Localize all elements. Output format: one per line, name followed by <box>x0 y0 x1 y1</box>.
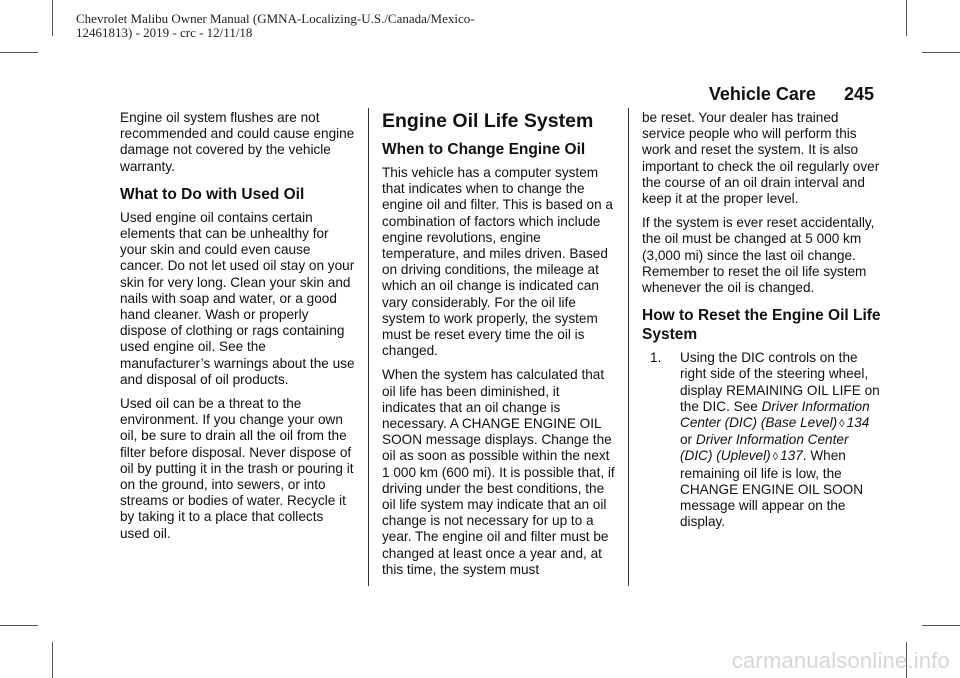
page-reference[interactable]: 134 <box>846 415 870 431</box>
paragraph: be reset. Your dealer has trained service people who will perform this work and reset the system. It is also important to check the oil regularly over the course of an oil drain interval and keep it at the proper level. <box>642 110 880 207</box>
step-text-part: Using the DIC controls on the right side of the steering wheel, display REMAINING OIL LIFE on the DIC. See <box>680 350 880 414</box>
heading-when-to-change: When to Change Engine Oil <box>382 141 586 158</box>
crop-mark <box>52 642 53 678</box>
cross-reference-link[interactable]: Driver Information Center (DIC) (Base Level) <box>680 398 870 431</box>
column-2 <box>382 110 616 586</box>
page-reference-icon: ◊ <box>772 451 779 464</box>
column-divider <box>628 108 629 586</box>
page-number: 245 <box>843 84 874 104</box>
running-header <box>76 12 475 40</box>
paragraph: Engine oil system flushes are not recommended and could cause engine damage not covered by the vehicle warranty. <box>120 110 355 174</box>
heading-how-to-reset: How to Reset the Engine Oil Life System <box>642 307 881 344</box>
paragraph: If the system is ever reset accidentally, the oil must be changed at 5 000 km (3,000 mi) since the last oil change. Remember to reset the oil life system whenever the oil is changed. <box>642 215 875 296</box>
step-text-part: or <box>680 432 693 448</box>
section-title: Vehicle Care <box>708 84 816 104</box>
paragraph: Used oil can be a threat to the environment. If you change your own oil, be sure to drain all the oil from the filter before disposal. Never dispose of oil by putting it in the trash or pouring it on the ground, into sewers, or into streams or bodies of water. Recycle it by taking it to a place that collects used oil. <box>120 396 354 541</box>
crop-mark <box>922 625 960 626</box>
paragraph: This vehicle has a computer system that indicates when to change the engine oil and filter. This is based on a combination of factors which include engine revolutions, engine temperature, and miles driven. Based on driving conditions, the mileage at which an oil change is indicated can vary considerably. For the oil life system to work properly, the system must be reset every time the oil is changed. <box>382 165 613 359</box>
running-header-line1: Chevrolet Malibu Owner Manual (GMNA-Localizing-U.S./Canada/Mexico- <box>76 11 475 26</box>
crop-mark <box>0 625 38 626</box>
crop-mark <box>906 0 907 36</box>
crop-mark <box>922 52 960 53</box>
paragraph: When the system has calculated that oil life has been diminished, it indicates that an oil change is necessary. A CHANGE ENGINE OIL SOON message displays. Change the oil as soon as possible within the next 1 000 km (600 mi). It is possible that, if driving under the best conditions, the oil life system may indicate that an oil change is not necessary for up to a year. The engine oil and filter must be changed at least once a year and, at this time, the system must <box>382 367 615 577</box>
page-reference-icon: ◊ <box>839 418 845 431</box>
step-number: 1. <box>650 350 662 366</box>
column-1 <box>120 110 356 550</box>
column-divider <box>368 108 369 586</box>
step-text-part: . When remaining oil life is low, the CHANGE ENGINE OIL SOON message will appear on the display. <box>680 448 864 530</box>
step-text <box>680 350 882 530</box>
list-item <box>642 350 882 530</box>
watermark: carmanualsonline.info <box>731 648 950 673</box>
running-header-line2: 12461813) - 2019 - crc - 12/11/18 <box>76 25 253 40</box>
page-reference[interactable]: 137 <box>780 448 803 464</box>
heading-engine-oil-life-system: Engine Oil Life System <box>382 110 594 132</box>
section-header <box>709 84 874 104</box>
crop-mark <box>0 52 38 53</box>
heading-used-oil: What to Do with Used Oil <box>120 185 305 203</box>
crop-mark <box>52 0 53 36</box>
column-3 <box>642 110 882 530</box>
cross-reference-link[interactable]: Driver Information Center (DIC) (Uplevel) <box>680 432 849 464</box>
paragraph: Used engine oil contains certain elements that can be unhealthy for your skin and could even cause cancer. Do not let used oil stay on your skin for very long. Clean your skin and nails with soap and water, or a good hand cleaner. Wash or properly dispose of clothing or rags containing used engine oil. See the manufacturer’s warnings about the use and disposal of oil products. <box>120 209 355 387</box>
